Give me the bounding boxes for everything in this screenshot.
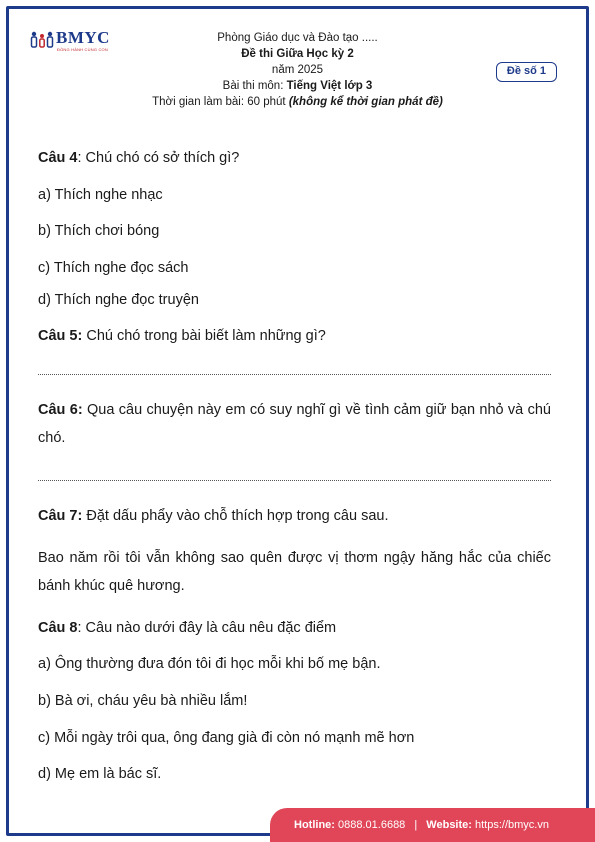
hotline-number[interactable]: 0888.01.6688 — [334, 819, 406, 831]
website-label: Website: — [426, 819, 472, 831]
subject-name: Tiếng Việt lớp 3 — [286, 80, 373, 92]
question-text: : Câu nào dưới đây là câu nêu đặc điểm — [77, 620, 337, 636]
exam-number-badge: Đề số 1 — [496, 62, 557, 82]
question-5 — [38, 328, 551, 344]
question-4 — [38, 150, 551, 166]
question-8 — [38, 620, 551, 636]
question-6 — [38, 396, 551, 452]
website-link[interactable]: https://bmyc.vn — [471, 819, 549, 831]
duration-line — [95, 94, 500, 110]
footer-separator: | — [414, 819, 418, 831]
option-item: c) Thích nghe đọc sách — [38, 260, 189, 276]
contact-footer — [270, 808, 595, 842]
family-icon — [30, 30, 54, 48]
exam-year: năm 2025 — [271, 64, 324, 76]
subject-line — [95, 78, 500, 94]
option-item: d) Thích nghe đọc truyện — [38, 292, 199, 308]
question-7-sentence: Bao năm rồi tôi vẫn không sao quên được vị thơm ngậy hăng hắc của chiếc bánh khúc quê hương. — [38, 550, 551, 594]
question-label: Câu 6: — [38, 402, 83, 418]
duration-note: (không kể thời gian phát đề) — [288, 96, 443, 108]
department-line: Phòng Giáo dục và Đào tạo ..... — [217, 32, 378, 44]
question-text: Đặt dấu phẩy vào chỗ thích hợp trong câu sau. — [82, 508, 389, 524]
answer-line — [38, 374, 551, 375]
answer-line — [38, 480, 551, 481]
question-text: : Chú chó có sở thích gì? — [77, 150, 240, 166]
subject-prefix: Bài thi môn: — [222, 80, 287, 92]
exam-title: Đề thi Giữa Học kỳ 2 — [241, 48, 354, 60]
hotline-label: Hotline: — [294, 819, 335, 831]
logo-tagline: ĐỒNG HÀNH CÙNG CON — [57, 47, 108, 52]
question-label: Câu 8 — [38, 620, 78, 636]
question-7 — [38, 508, 551, 524]
option-item: a) Ông thường đưa đón tôi đi học mỗi khi bố mẹ bận. — [38, 656, 381, 672]
option-item: a) Thích nghe nhạc — [38, 187, 163, 203]
option-item: b) Bà ơi, cháu yêu bà nhiều lắm! — [38, 693, 248, 709]
option-item: c) Mỗi ngày trôi qua, ông đang già đi còn nó mạnh mẽ hơn — [38, 730, 415, 746]
duration-text: Thời gian làm bài: 60 phút — [152, 96, 289, 108]
question-label: Câu 4 — [38, 150, 78, 166]
question-text: Chú chó trong bài biết làm những gì? — [82, 328, 326, 344]
option-item: d) Mẹ em là bác sĩ. — [38, 766, 162, 782]
question-text: Qua câu chuyện này em có suy nghĩ gì về tình cảm giữ bạn nhỏ và chú chó. — [38, 402, 551, 446]
question-label: Câu 7: — [38, 508, 83, 524]
question-label: Câu 5: — [38, 328, 83, 344]
exam-header — [95, 30, 500, 110]
option-item: b) Thích chơi bóng — [38, 223, 160, 239]
logo-brand-text: BMYC — [56, 28, 110, 47]
